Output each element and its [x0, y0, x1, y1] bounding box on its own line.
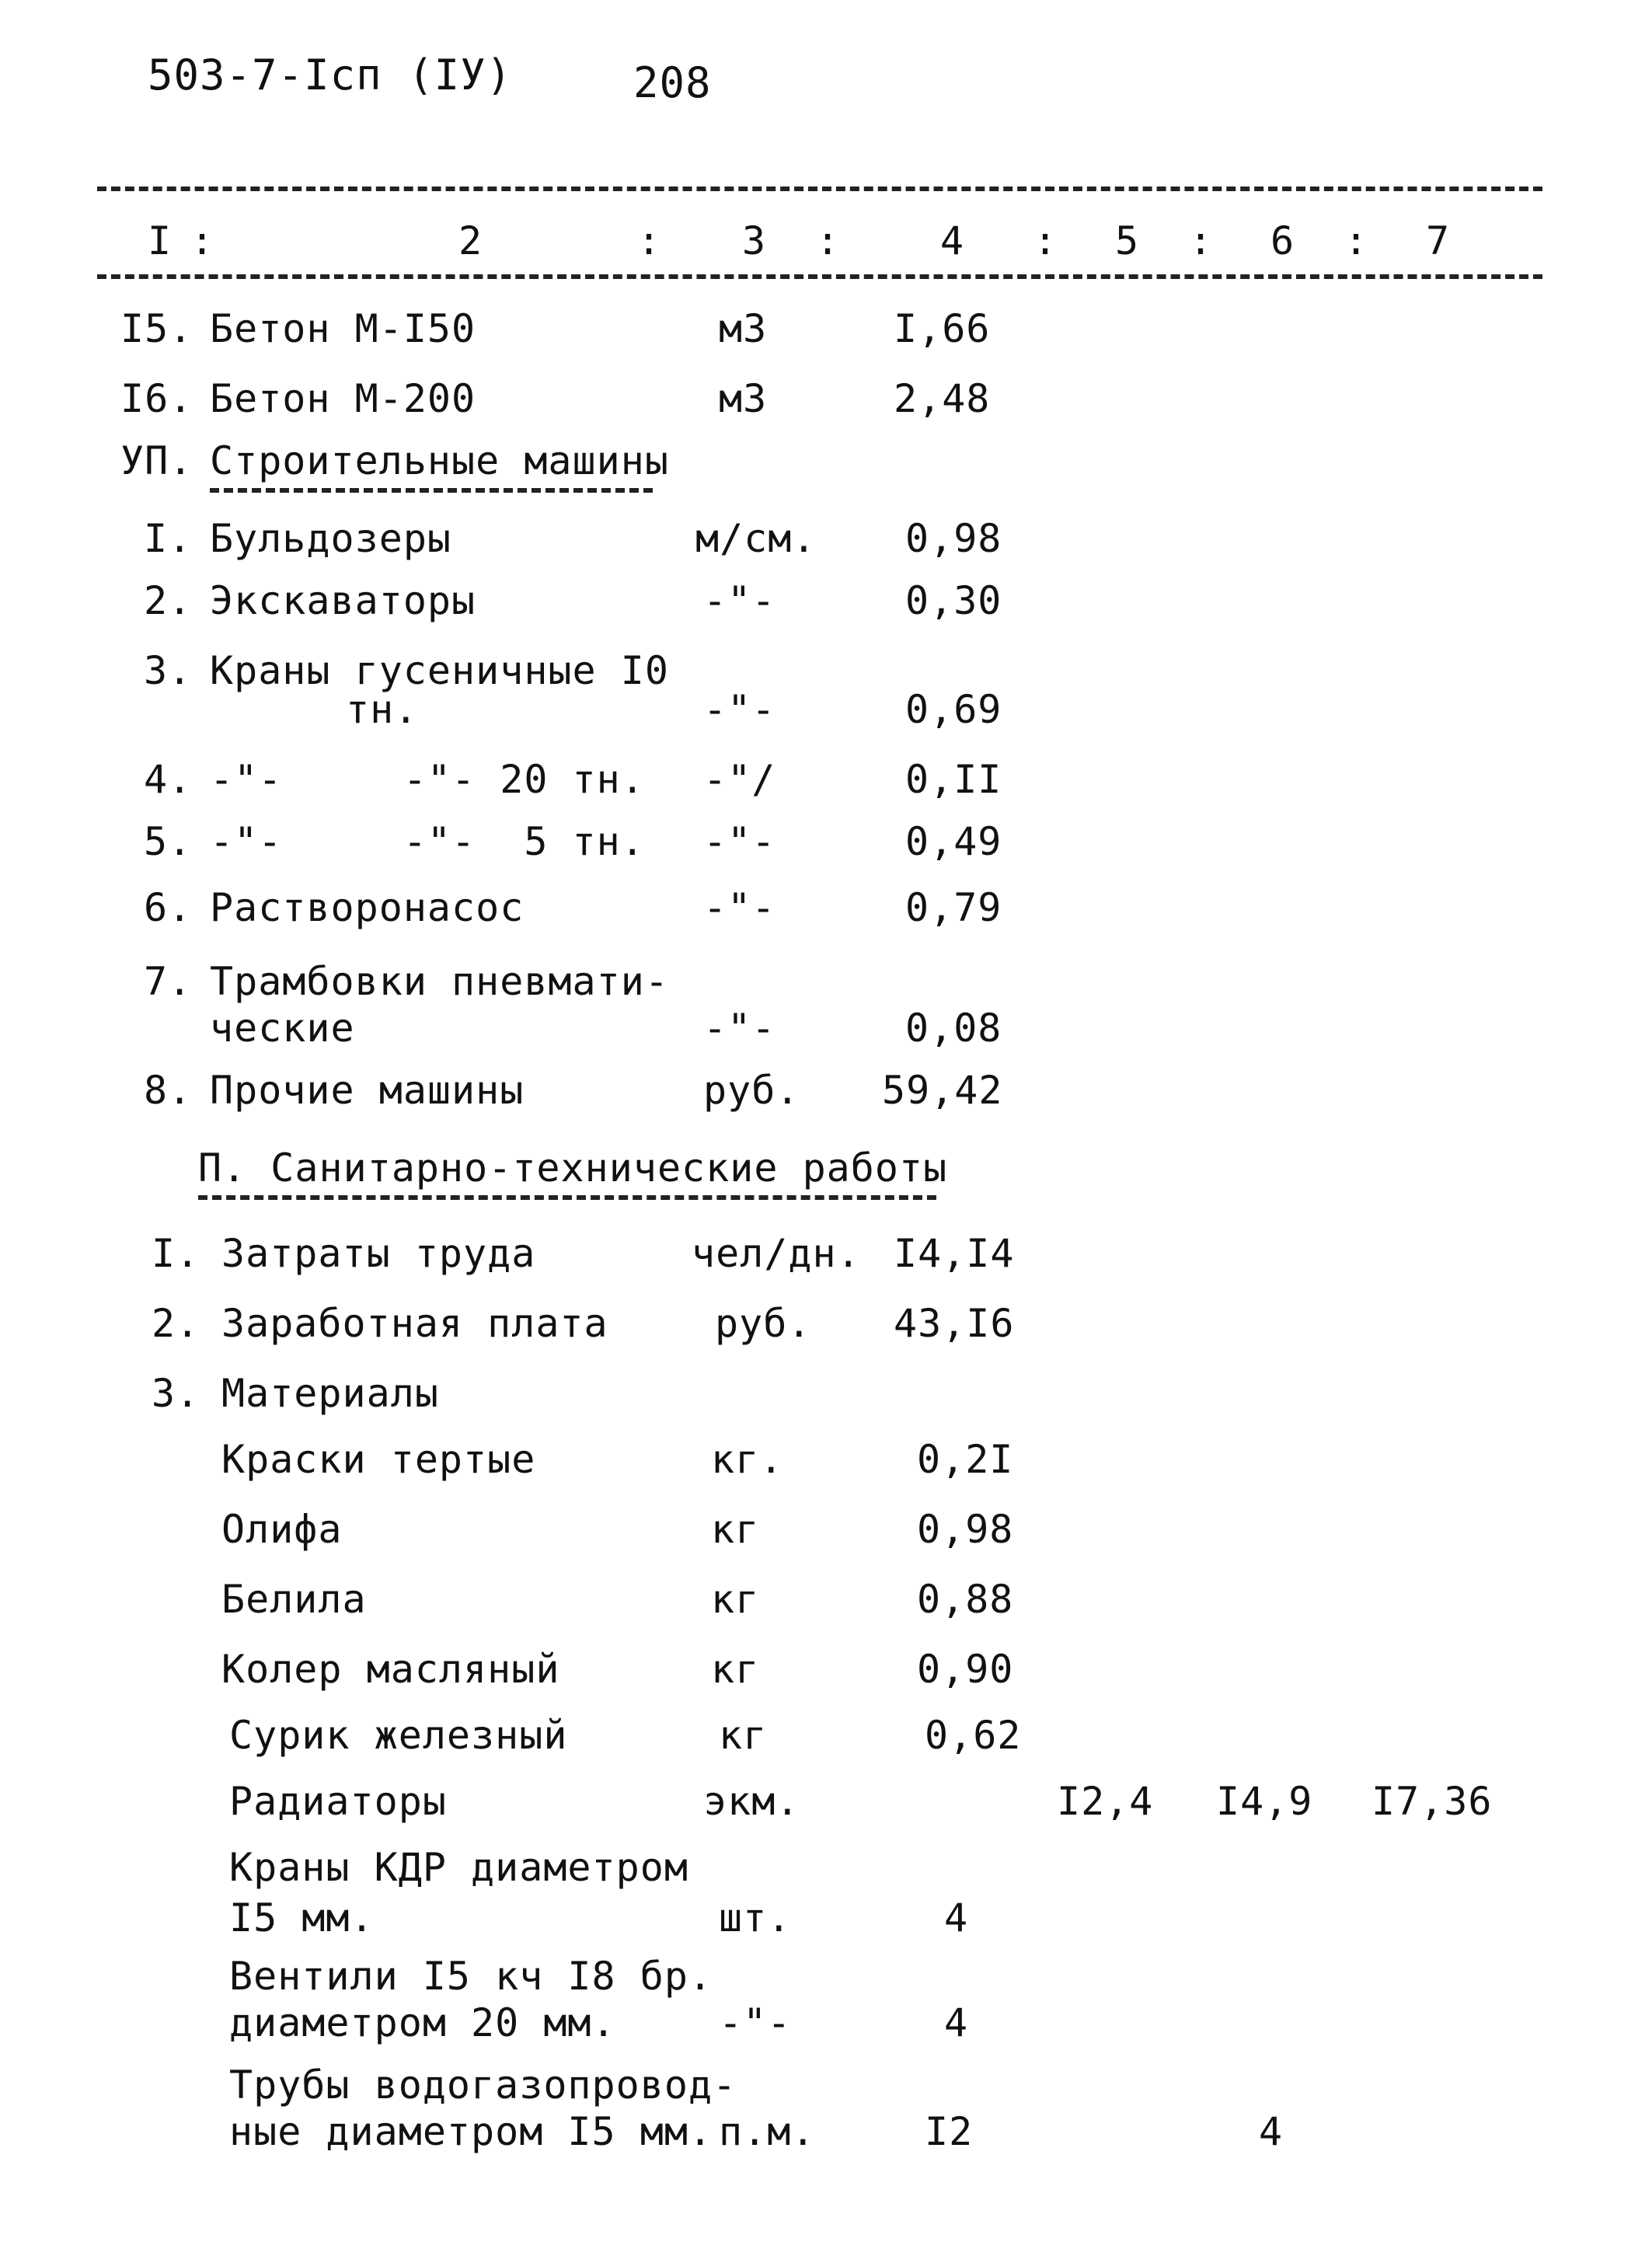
row-unit: кг — [711, 1577, 760, 1622]
row-value-col4: 0,49 — [905, 819, 1002, 864]
row-name: Прочие машины — [210, 1068, 525, 1113]
column-separator: : — [1033, 218, 1058, 263]
row-value-col4: 4 — [944, 2000, 969, 2045]
row-unit: м3 — [719, 376, 768, 421]
row-name: Бетон М-I50 — [210, 306, 476, 351]
row-number: I5. — [120, 306, 193, 351]
row-name: Олифа — [221, 1507, 343, 1552]
row-value-col4: I2 — [925, 2109, 974, 2154]
row-unit: шт. — [719, 1895, 792, 1940]
row-name: Трамбовки пневмати- — [210, 959, 669, 1004]
document-code: 503-7-Iсп (IУ) — [148, 51, 513, 99]
row-value-col4: 0,69 — [905, 687, 1002, 732]
row-name: Заработная плата — [221, 1301, 608, 1346]
row-name: Сурик железный — [229, 1713, 568, 1758]
row-value-col6: 4 — [1259, 2109, 1284, 2154]
row-unit: -"- — [703, 578, 776, 623]
table-header-rule — [97, 274, 1542, 279]
row-number: 2. — [144, 578, 193, 623]
row-unit: м/см. — [695, 516, 817, 561]
column-header-3: 3 — [742, 218, 767, 263]
row-value-col5: I2,4 — [1057, 1779, 1154, 1824]
row-name: Материалы — [221, 1371, 439, 1416]
column-separator: : — [816, 218, 841, 263]
row-name: -"- -"- 5 тн. — [210, 819, 645, 864]
column-header-1: I — [148, 218, 173, 263]
column-header-5: 5 — [1115, 218, 1140, 263]
row-unit: кг — [711, 1507, 760, 1552]
row-number: 7. — [144, 959, 193, 1004]
row-value-col4: 0,08 — [905, 1006, 1002, 1051]
row-name-continued: ческие — [210, 1006, 355, 1051]
section-number: УП. — [120, 438, 193, 483]
section-underline — [198, 1195, 936, 1200]
column-separator: : — [1189, 218, 1214, 263]
row-value-col4: 4 — [944, 1895, 969, 1940]
row-name-continued: диаметром 20 мм. — [229, 2000, 616, 2045]
row-value-col4: 0,62 — [925, 1713, 1022, 1758]
page-number: 208 — [633, 58, 712, 107]
section-heading: Строительные машины — [210, 438, 669, 483]
column-separator: : — [1344, 218, 1369, 263]
row-value-col4: 0,2I — [917, 1437, 1014, 1482]
row-unit: экм. — [703, 1779, 800, 1824]
row-value-col4: 0,30 — [905, 578, 1002, 623]
row-unit: -"- — [703, 819, 776, 864]
row-name: Краны КДР диаметром — [229, 1845, 688, 1890]
row-name: Колер масляный — [221, 1647, 560, 1692]
row-unit: -"/ — [703, 757, 776, 802]
row-name: Краны гусеничные I0 — [210, 648, 669, 693]
row-value-col4: I,66 — [894, 306, 991, 351]
row-name: Экскаваторы — [210, 578, 476, 623]
row-unit: руб. — [715, 1301, 812, 1346]
row-name: Затраты труда — [221, 1231, 536, 1276]
row-number: 3. — [152, 1371, 200, 1416]
column-header-6: 6 — [1270, 218, 1295, 263]
row-unit: п.м. — [719, 2109, 816, 2154]
row-value-col7: I7,36 — [1371, 1779, 1493, 1824]
row-name-continued: I5 мм. — [229, 1895, 375, 1940]
row-name: Растворонасос — [210, 885, 525, 930]
section-underline — [210, 488, 653, 493]
row-number: 4. — [144, 757, 193, 802]
row-name: Бульдозеры — [210, 516, 452, 561]
column-header-7: 7 — [1426, 218, 1451, 263]
row-value-col4: 0,98 — [917, 1507, 1014, 1552]
row-value-col4: 0,98 — [905, 516, 1002, 561]
row-unit: руб. — [703, 1068, 800, 1113]
row-name: Белила — [221, 1577, 367, 1622]
column-header-4: 4 — [940, 218, 965, 263]
row-number: 6. — [144, 885, 193, 930]
row-value-col4: 43,I6 — [894, 1301, 1015, 1346]
row-value-col4: 59,42 — [882, 1068, 1003, 1113]
row-number: 2. — [152, 1301, 200, 1346]
row-unit: кг — [719, 1713, 768, 1758]
row-value-col4: 0,79 — [905, 885, 1002, 930]
row-name-continued: тн. — [346, 687, 419, 732]
row-unit: -"- — [719, 2000, 792, 2045]
row-unit: -"- — [703, 687, 776, 732]
row-value-col4: 2,48 — [894, 376, 991, 421]
row-unit: -"- — [703, 1006, 776, 1051]
row-number: 8. — [144, 1068, 193, 1113]
row-value-col4: 0,90 — [917, 1647, 1014, 1692]
row-name: Радиаторы — [229, 1779, 447, 1824]
table-top-rule — [97, 187, 1542, 191]
row-number: I. — [144, 516, 193, 561]
row-name-continued: ные диаметром I5 мм. — [229, 2109, 713, 2154]
column-header-2: 2 — [458, 218, 483, 263]
row-unit: м3 — [719, 306, 768, 351]
row-name: Трубы водогазопровод- — [229, 2062, 737, 2108]
row-unit: чел/дн. — [692, 1231, 861, 1276]
row-name: Краски тертые — [221, 1437, 536, 1482]
section-heading: П. Санитарно-технические работы — [198, 1145, 948, 1191]
row-unit: кг. — [711, 1437, 784, 1482]
column-separator: : — [190, 218, 215, 263]
row-number: I6. — [120, 376, 193, 421]
row-number: 5. — [144, 819, 193, 864]
row-number: 3. — [144, 648, 193, 693]
row-value-col4: 0,88 — [917, 1577, 1014, 1622]
row-value-col4: 0,II — [905, 757, 1002, 802]
row-name: Вентили I5 кч I8 бр. — [229, 1954, 713, 1999]
row-number: I. — [152, 1231, 200, 1276]
row-value-col4: I4,I4 — [894, 1231, 1015, 1276]
row-unit: кг — [711, 1647, 760, 1692]
row-name: Бетон М-200 — [210, 376, 476, 421]
column-separator: : — [637, 218, 662, 263]
row-unit: -"- — [703, 885, 776, 930]
row-name: -"- -"- 20 тн. — [210, 757, 645, 802]
row-value-col6: I4,9 — [1216, 1779, 1313, 1824]
